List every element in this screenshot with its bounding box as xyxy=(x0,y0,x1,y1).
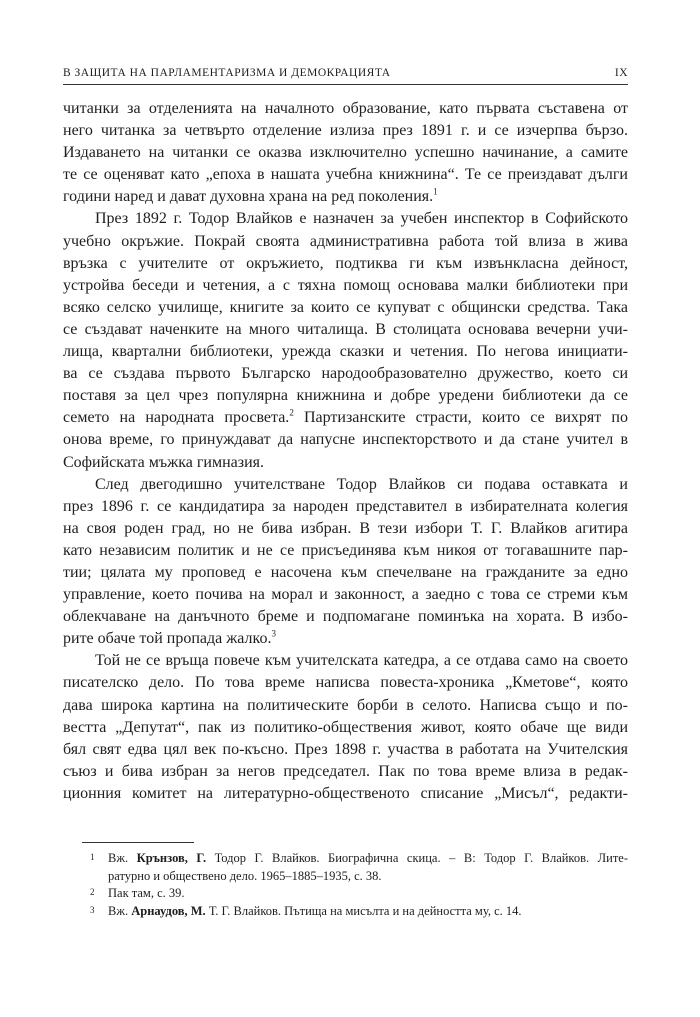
text-fragment: рите обаче той пропада жалко. xyxy=(63,630,272,648)
footnote-rule xyxy=(82,842,194,843)
text-line: като независим политик и не се присъединява към никоя от тогавашните пар- xyxy=(63,541,628,559)
text-line: учебно окръжие. Покрай своята административна работа той влиза в жива xyxy=(63,232,628,250)
text-line: вестта „Депутат“, пак из политико-обществения живот, която обаче ще види xyxy=(63,718,628,736)
text-line xyxy=(63,407,628,429)
footnote xyxy=(82,903,628,921)
text-line: дава широка картина на политическите борби в селото. Написва също и по- xyxy=(63,696,628,714)
text-line: устройва беседи и четения, а с тяхна помощ основава малки библиотеки при xyxy=(63,276,628,294)
text-line: връзка с учителите от окръжието, подтиква ги към извънкласна дейност, xyxy=(63,254,628,272)
footnote-ref: 2 xyxy=(289,407,294,418)
footnote-line xyxy=(108,903,628,921)
running-head-title: В ЗАЩИТА НА ПАРЛАМЕНТАРИЗМА И ДЕМОКРАЦИЯТА xyxy=(63,67,391,79)
footnotes xyxy=(82,850,628,920)
text-line: Той не се връща повече към учителската катедра, а се отдава само на своето xyxy=(95,652,628,670)
text-fragment: години наред и дават духовна храна на ред поколения. xyxy=(63,188,434,206)
footnote-author: Арнаудов, М. xyxy=(131,903,206,918)
text-line: През 1892 г. Тодор Влайков е назначен за учебен инспектор в Софийското xyxy=(95,210,628,228)
text-line xyxy=(63,628,628,650)
text-line: бял свят едва цял век по-късно. През 1898 г. участва в работата на Учителския xyxy=(63,740,628,758)
text-fragment: Партизанските страсти, които се вихрят по xyxy=(293,409,628,427)
text-line: онова време, го принуждават да напусне инспекторството и да стане учител в xyxy=(63,431,628,449)
footnote xyxy=(82,850,628,885)
text-line: всяко селско училище, книгите за които се купуват с общински средства. Така xyxy=(63,298,628,316)
footnote-number: 3 xyxy=(90,904,95,915)
text-line: ционния комитет на литературно-общественото списание „Мисъл“, редакти- xyxy=(63,784,628,802)
footnote-prefix: Вж. xyxy=(108,851,137,865)
running-head xyxy=(63,67,628,79)
text-line: ва се създава първото Българско народообразователно дружество, което си xyxy=(63,365,628,383)
text-line: тии; цялата му проповед е насочена към спечелване на гражданите за едно xyxy=(63,563,628,581)
text-line: Софийската мъжка гимназия. xyxy=(63,453,265,471)
text-line: управление, което почива на морал и законност, а заедно с това се стреми към xyxy=(63,586,628,604)
text-line: него читанка за четвърто отделение излиза през 1891 г. и се изчерпва бързо. xyxy=(63,122,628,140)
header-rule xyxy=(63,84,628,85)
text-line: те се оценяват като „епоха в нашата учебна книжнина“. Те се преиздават дълги xyxy=(63,166,628,184)
text-line: лища, квартални библиотеки, урежда сказки и четения. По негова инициати- xyxy=(63,343,628,361)
text-line: през 1896 г. се кандидатира за народен представител в избирателната колегия xyxy=(63,497,628,515)
text-line: читанки за отделенията на началното образование, като първата съставена от xyxy=(63,100,628,117)
text-line: съюз и бива избран за негов председател. Пак по това време влиза в редак- xyxy=(63,762,628,780)
footnote-line: ратурно и обществено дело. 1965–1885–1935, с. 38. xyxy=(108,868,382,883)
text-fragment: семето на народната просвета. xyxy=(63,409,290,427)
footnote xyxy=(82,885,628,903)
text-line xyxy=(63,186,628,208)
footnote-number: 1 xyxy=(90,852,95,862)
text-line: облекчаване на данъчното бреме и подпомагане поминъка на хората. В избо- xyxy=(63,608,628,626)
body-text xyxy=(63,98,628,805)
footnote-text: Т. Г. Влайков. Пътища на мисълта и на дейността му, с. 14. xyxy=(205,903,522,918)
footnote-line: Пак там, с. 39. xyxy=(108,886,185,900)
footnote-ref: 3 xyxy=(271,628,276,639)
text-line: поставя за цел чрез популярна книжнина и добре уредени библиотеки да се xyxy=(63,387,628,405)
footnote-line xyxy=(108,850,628,868)
page-number: IX xyxy=(614,67,628,79)
footnote-number: 2 xyxy=(90,887,95,897)
text-line: на своя роден град, но не бива избран. В тези избори Т. Г. Влайков агитира xyxy=(63,519,628,537)
footnote-ref: 1 xyxy=(433,187,438,198)
text-line: Издаването на читанки се оказва изключително успешно начинание, а самите xyxy=(63,144,628,162)
footnote-prefix: Вж. xyxy=(108,903,132,918)
footnote-text: Тодор Г. Влайков. Биографична скица. – В: Тодор Г. Влайков. Лите- xyxy=(206,851,628,865)
text-line: писателско дело. По това време написва повеста-хроника „Кметове“, която xyxy=(63,674,628,692)
text-line: се създават наченките на много читалища. В столицата основава вечерни учи- xyxy=(63,320,628,338)
text-line: След двегодишно учителстване Тодор Влайков си подава оставката и xyxy=(95,475,628,493)
footnote-author: Крънзов, Г. xyxy=(136,851,207,865)
